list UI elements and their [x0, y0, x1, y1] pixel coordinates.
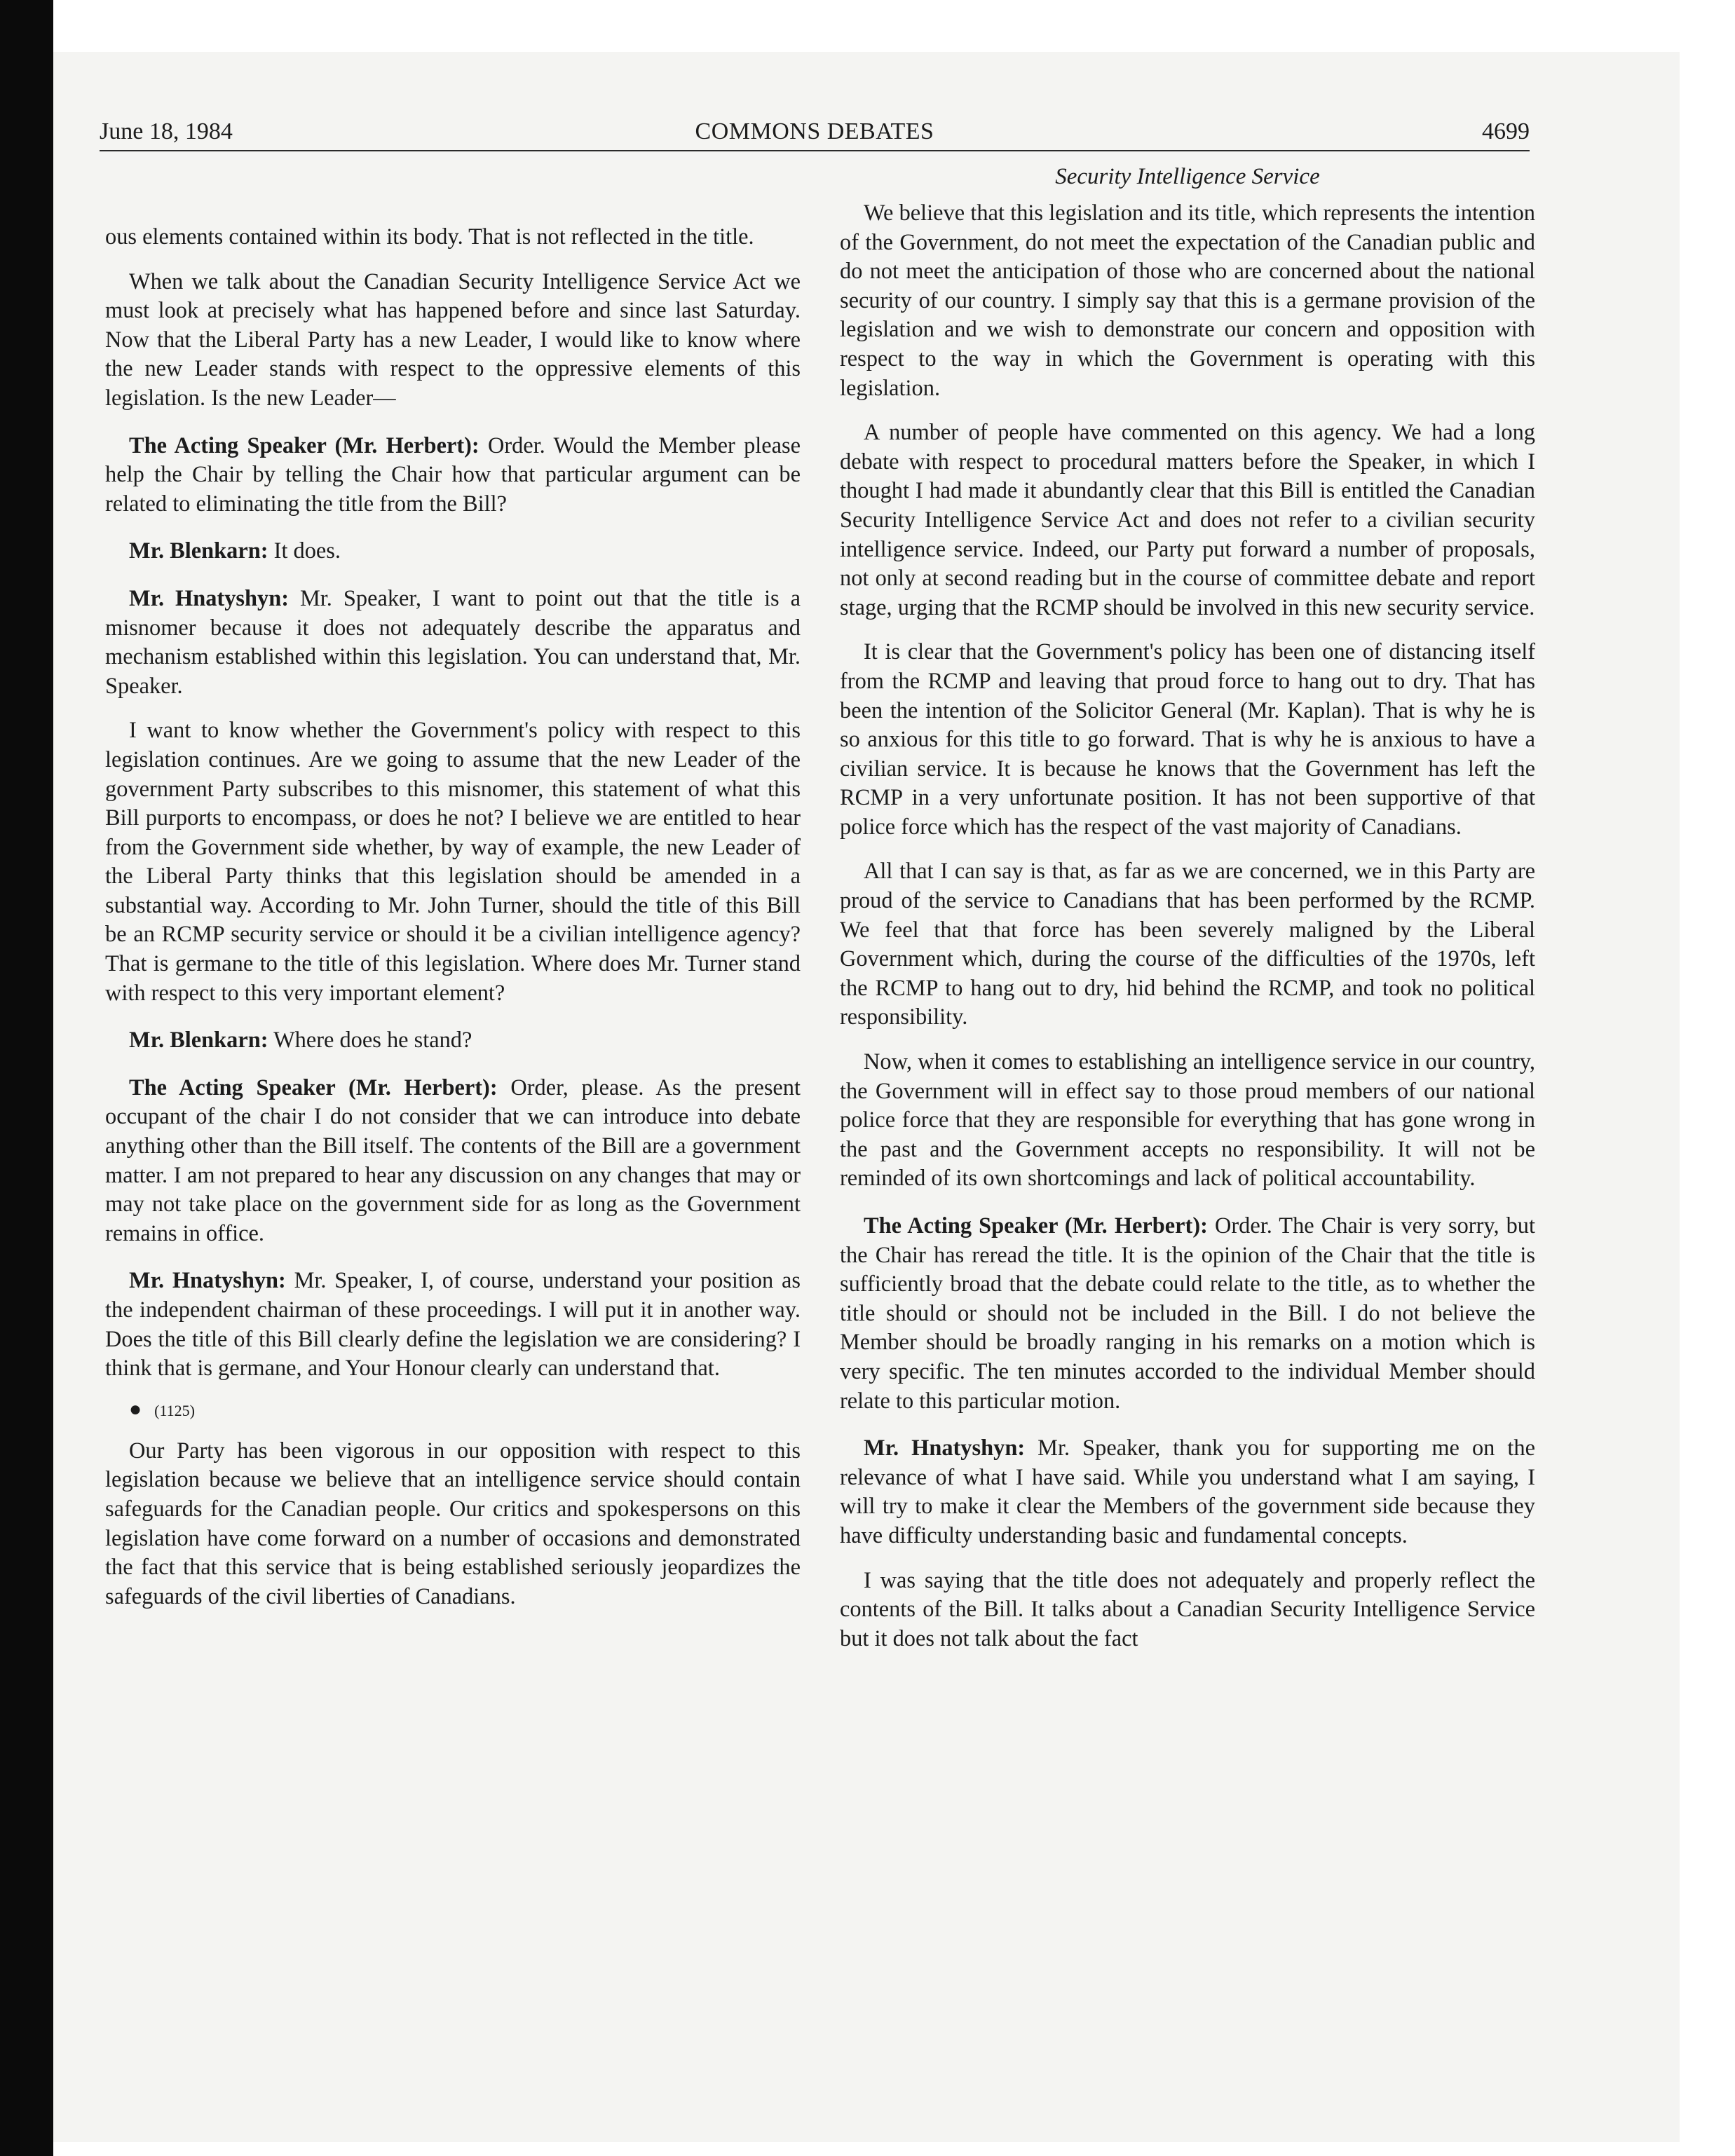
speech-paragraph [840, 1434, 1535, 1550]
section-heading: Security Intelligence Service [1055, 164, 1320, 189]
right-column [840, 161, 1535, 1669]
paragraph: It is clear that the Government's policy has been one of distancing itself from the RCMP and leaving that proud force to hang out to dry. That has been the intention of the Solicitor General (Mr. Kaplan). That is why he is so anxious for this title to go forward. That is why he is anxious to have a civilian service. It is because he knows that the Government has left the RCMP in a very unfortunate position. It has not been supportive of that police force which has the respect of the vast majority of Canadians. [840, 639, 1535, 840]
paragraph: All that I can say is that, as far as we are concerned, we in this Party are proud of the service to Canadians that has been performed by the RCMP. We feel that that force has been severely maligned by the Liberal Government which, during the course of the difficulties of the 1970s, left the RCMP to hang out to dry, hid behind the RCMP, and took no political responsibility. [840, 859, 1535, 1030]
speech-text: Order, please. As the present occupant of the chair I do not consider that we can introduce into debate anything other than the Bill itself. The contents of the Bill are a government matter. I am not prepared to hear any discussion on any changes that may or may not take place on the government side for as long as the Government remains in office. [105, 1074, 801, 1246]
speaker-name: Mr. Blenkarn: [129, 1028, 268, 1053]
speech-paragraph [105, 1074, 801, 1249]
header-title: COMMONS DEBATES [695, 118, 934, 144]
speech-text: Mr. Speaker, I, of course, understand your position as the independent chairman of these proceedings. I will put it in another way. Does the title of this Bill clearly define the legislation we are considering? I think that is germane, and Your Honour clearly can understand that. [105, 1268, 801, 1381]
speaker-name: The Acting Speaker (Mr. Herbert): [129, 432, 479, 458]
page-header [100, 114, 1530, 151]
speech-paragraph [105, 432, 801, 519]
speaker-name: The Acting Speaker (Mr. Herbert): [864, 1213, 1208, 1239]
paragraph: I was saying that the title does not adequately and properly reflect the contents of the Bill. It talks about a Canadian Security Intelligence Service but it does not talk about the fact [840, 1567, 1535, 1651]
speech-paragraph [105, 1267, 801, 1383]
paragraph: A number of people have commented on this agency. We had a long debate with respect to procedural matters before the Speaker, in which I thought I had made it abundantly clear that this Bill is entitled the Canadian Security Intelligence Service Act and does not refer to a civilian security intelligence service. Indeed, our Party put forward a number of proposals, not only at second reading but in the course of committee debate and report stage, urging that the RCMP should be involved in this new security service. [840, 420, 1535, 620]
speech-text: It does. [268, 538, 341, 564]
speaker-name: Mr. Hnatyshyn: [129, 1268, 286, 1294]
speaker-name: Mr. Blenkarn: [129, 538, 268, 564]
speaker-name: The Acting Speaker (Mr. Herbert): [129, 1074, 498, 1100]
speech-text: Order. Would the Member please help the Chair by telling the Chair how that particular argument can be related to eliminating the title from the Bill? [105, 432, 801, 517]
page-number: 4699 [1482, 118, 1530, 144]
header-date: June 18, 1984 [100, 118, 233, 144]
speech-paragraph [840, 1212, 1535, 1416]
paragraph: Our Party has been vigorous in our opposition with respect to this legislation because we believe that an intelligence service should contain safeguards for the Canadian people. Our critics and spokespersons on this legislation have come forward on a number of occasions and demonstrated the fact that this service that is being established seriously jeopardizes the safeguards of the civil liberties of Canadians. [105, 1438, 801, 1609]
paragraph: ous elements contained within its body. That is not reflected in the title. [105, 224, 754, 250]
time-marker [105, 1399, 801, 1421]
speaker-name: Mr. Hnatyshyn: [129, 585, 290, 611]
left-column [105, 223, 801, 1627]
bullet-icon: ● [129, 1397, 142, 1421]
time-stamp: (1125) [154, 1401, 195, 1419]
speech-text: Mr. Speaker, I want to point out that the title is a misnomer because it does not adequately describe the apparatus and mechanism established within this legislation. You can understand that, Mr. Speaker. [105, 585, 801, 699]
scan-border [0, 0, 53, 2156]
paragraph: When we talk about the Canadian Security Intelligence Service Act we must look at precisely what has happened before and since last Saturday. Now that the Liberal Party has a new Leader, I would like to know where the new Leader stands with respect to the oppressive elements of this legislation. Is the new Leader— [105, 268, 801, 411]
speech-text: Where does he stand? [268, 1028, 472, 1053]
speech-paragraph [105, 585, 801, 701]
speech-paragraph [105, 1026, 801, 1056]
speech-text: Order. The Chair is very sorry, but the Chair has reread the title. It is the opinion of the Chair that the title is sufficiently broad that the debate could relate to the title, as to whether the title should or should not be included in the Bill. I do not believe the Member should be broadly ranging in his remarks on a motion which is very specific. The ten minutes accorded to the individual Member should relate to this particular motion. [840, 1213, 1536, 1414]
paragraph: I want to know whether the Government's policy with respect to this legislation continues. Are we going to assume that the new Leader of the government Party subscribes to this misnomer, this statement of what this Bill purports to encompass, or does he not? I believe we are entitled to hear from the Government side whether, by way of example, the new Leader of the Liberal Party thinks that this legislation should be amended in a substantial way. According to Mr. John Turner, should the title of this Bill be an RCMP security service or should it be a civilian intelligence agency? That is germane to the title of this legislation. Where does Mr. Turner stand with respect to this very important element? [105, 718, 801, 1006]
speaker-name: Mr. Hnatyshyn: [864, 1435, 1026, 1461]
paragraph: We believe that this legislation and its title, which represents the intention of the Government, do not meet the expectation of the Canadian public and do not meet the anticipation of those who are concerned about the national security of our country. I simply say that this is a germane provision of the legislation and we wish to demonstrate our concern and opposition with respect to the way in which the Government is operating with this legislation. [840, 200, 1535, 401]
paragraph: Now, when it comes to establishing an intelligence service in our country, the Government will in effect say to those proud members of our national police force that they are responsible for everything that has gone wrong in the past and the Government accepts no responsibility. It will not be reminded of its own shortcomings and lack of political accountability. [840, 1049, 1535, 1192]
speech-text: Mr. Speaker, thank you for supporting me on the relevance of what I have said. While you understand what I am saying, I will try to make it clear the Members of the government side because they have difficulty understanding basic and fundamental concepts. [840, 1435, 1535, 1548]
speech-paragraph [105, 537, 801, 566]
